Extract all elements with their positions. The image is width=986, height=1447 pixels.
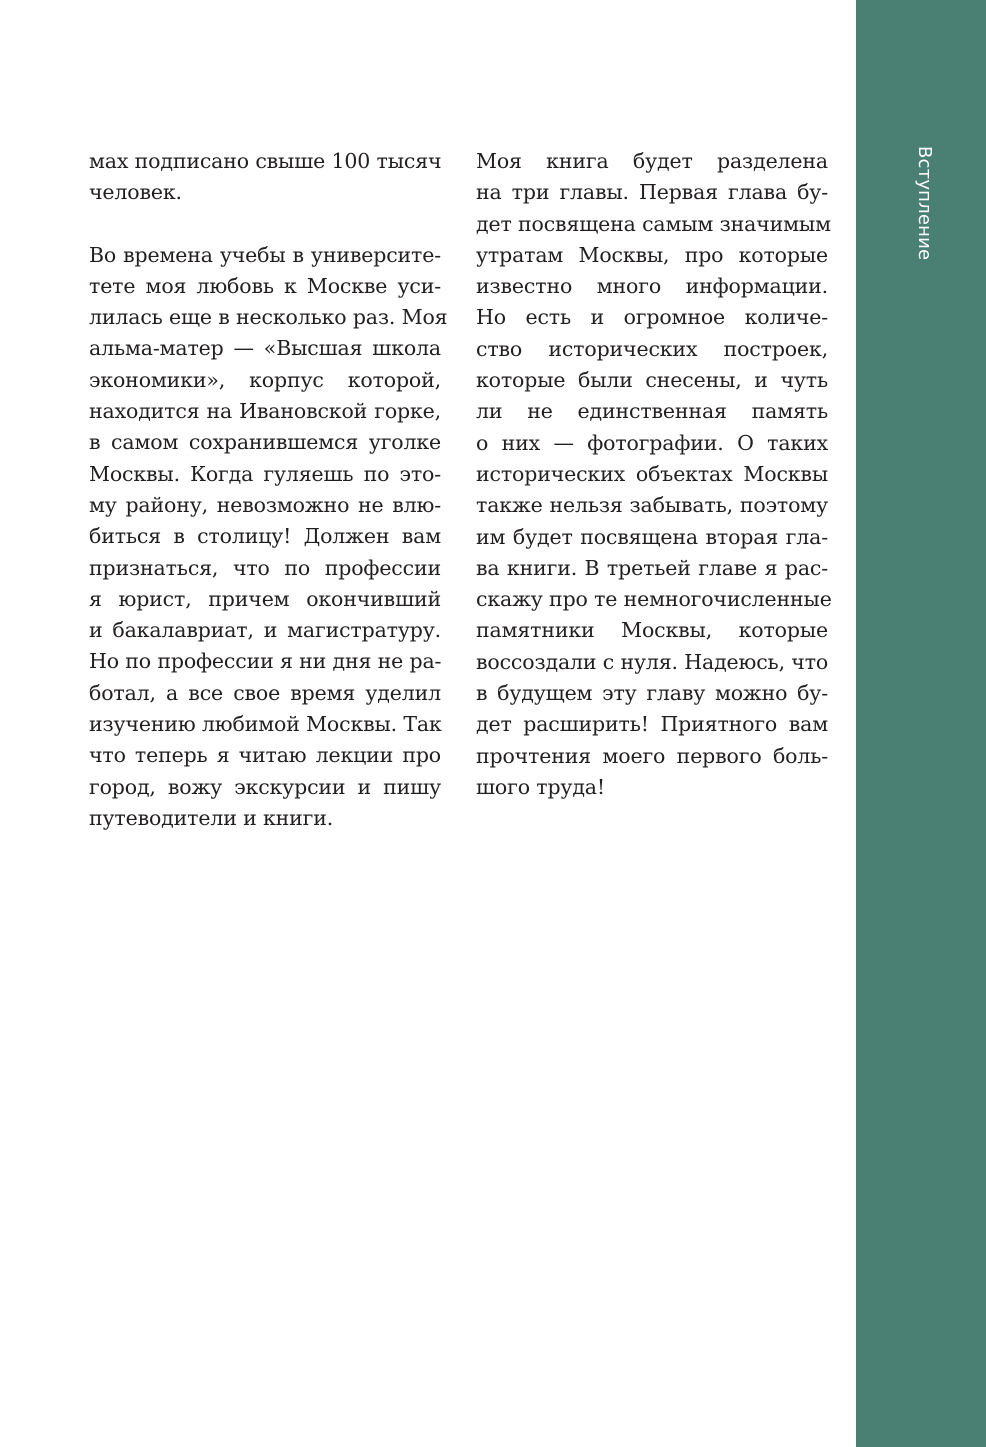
text-line: скажу про те немногочисленные: [476, 587, 832, 612]
text-line: дет посвящена самым значимым: [476, 211, 831, 236]
text-line: в будущем эту главу можно бу-: [476, 681, 828, 706]
text-line: ботал, а все свое время уделил: [89, 680, 441, 705]
text-line: им будет посвящена вторая гла-: [476, 524, 828, 549]
text-line: альма-матер — «Высшая школа: [89, 336, 441, 361]
text-line: воссоздали с нуля. Надеюсь, что: [476, 649, 829, 674]
text-line: памятники Москвы, которые: [476, 618, 828, 643]
text-line: мах подписано свыше 100 тысяч: [89, 149, 442, 173]
text-line: я юрист, причем окончивший: [89, 586, 441, 611]
text-line: известно много информации.: [476, 274, 828, 299]
text-line: биться в столицу! Должен вам: [89, 524, 441, 549]
text-line: находится на Ивановской горке,: [89, 399, 441, 424]
text-line: человек.: [89, 180, 182, 205]
left-text-column: [89, 146, 448, 865]
text-line: также нельзя забывать, поэтому: [476, 493, 828, 518]
text-line: тете моя любовь к Москве уси-: [89, 273, 441, 298]
text-line: признаться, что по профессии: [89, 555, 441, 580]
text-line: которые были снесены, и чуть: [476, 368, 828, 393]
text-line: шого труда!: [476, 774, 605, 799]
text-line: му району, невозможно не влю-: [89, 492, 441, 517]
text-line: путеводители и книги.: [89, 805, 334, 830]
text-line: в самом сохранившемся уголке: [89, 430, 441, 455]
text-line: ва книги. В третьей главе я рас-: [476, 555, 828, 580]
text-line: Но есть и огромное количе-: [476, 305, 828, 330]
text-line: утратам Москвы, про которые: [476, 242, 828, 267]
text-line: что теперь я читаю лекции про: [89, 743, 441, 768]
text-line: Москвы. Когда гуляешь по это-: [89, 461, 441, 486]
paragraph: [476, 146, 832, 803]
text-line: ство исторических построек,: [476, 336, 828, 361]
text-line: изучению любимой Москвы. Так: [89, 712, 442, 737]
paragraph: [89, 240, 448, 835]
text-line: Во времена учебы в университе-: [89, 242, 441, 267]
section-label: Вступление: [914, 146, 935, 261]
text-line: дет расширить! Приятного вам: [476, 712, 828, 737]
text-line: экономики», корпус которой,: [89, 367, 441, 392]
right-text-column: [476, 146, 832, 834]
text-line: прочтения моего первого боль-: [476, 743, 828, 768]
text-line: и бакалавриат, и магистратуру.: [89, 618, 441, 643]
chapter-sidebar-tab: [856, 0, 986, 1447]
text-line: ли не единственная память: [476, 399, 828, 424]
text-line: лилась еще в несколько раз. Моя: [89, 305, 448, 330]
text-line: на три главы. Первая глава бу-: [476, 180, 828, 205]
text-line: исторических объектах Москвы: [476, 461, 828, 486]
text-line: о них — фотографии. О таких: [476, 430, 828, 455]
text-line: Моя книга будет разделена: [476, 149, 828, 173]
text-line: город, вожу экскурсии и пишу: [89, 774, 441, 799]
paragraph: [89, 146, 441, 209]
text-line: Но по профессии я ни дня не ра-: [89, 649, 442, 674]
